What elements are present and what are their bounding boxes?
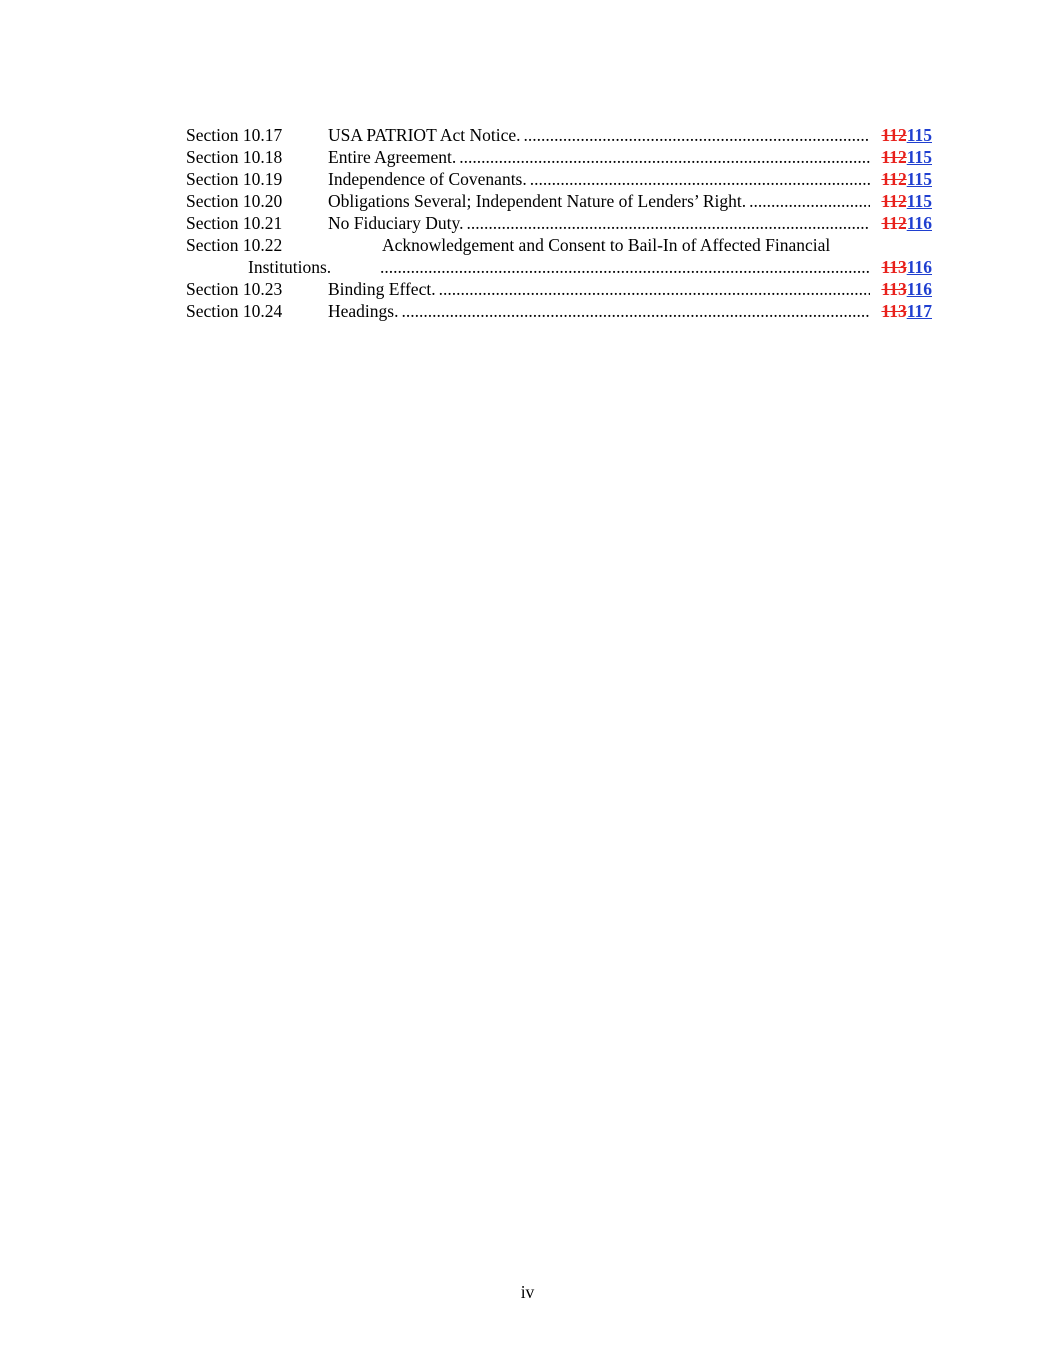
page-reference [881,300,932,322]
toc-entry[interactable] [186,278,932,300]
section-number: Section 10.18 [186,147,283,167]
dot-leader [466,212,870,234]
section-title: Headings. [328,301,399,321]
deleted-page-number: 113 [881,279,907,299]
section-title: Acknowledgement and Consent to Bail-In of Affected Financial [382,235,831,255]
inserted-page-number[interactable]: 115 [906,169,932,189]
section-title-continuation: Institutions. [248,257,332,277]
toc-entry[interactable] [186,212,932,234]
deleted-page-number: 113 [881,301,907,321]
dot-leader [524,124,870,146]
dot-leader [459,146,870,168]
section-number: Section 10.24 [186,301,283,321]
inserted-page-number[interactable]: 115 [906,191,932,211]
page-reference [881,212,932,234]
section-number: Section 10.23 [186,279,283,299]
section-title: Entire Agreement. [328,147,457,167]
section-title: Obligations Several; Independent Nature of Lenders’ Right. [328,191,747,211]
page-reference [881,278,932,300]
page-reference [881,124,932,146]
inserted-page-number[interactable]: 115 [906,125,932,145]
toc-entry[interactable] [186,234,932,256]
page-reference [881,168,932,190]
section-number: Section 10.21 [186,213,283,233]
section-number: Section 10.17 [186,125,283,145]
section-number: Section 10.20 [186,191,283,211]
page-reference [881,146,932,168]
deleted-page-number: 112 [881,169,907,189]
dot-leader [380,256,870,278]
deleted-page-number: 113 [881,257,907,277]
inserted-page-number[interactable]: 117 [906,301,932,321]
deleted-page-number: 112 [881,147,907,167]
dot-leader [530,168,870,190]
dot-leader [401,300,870,322]
deleted-page-number: 112 [881,125,907,145]
section-number: Section 10.22 [186,235,283,255]
toc-entry[interactable] [186,190,932,212]
section-number: Section 10.19 [186,169,283,189]
deleted-page-number: 112 [881,213,907,233]
inserted-page-number[interactable]: 116 [906,213,932,233]
toc-entry[interactable] [186,146,932,168]
dot-leader [749,190,870,212]
section-title: USA PATRIOT Act Notice. [328,125,521,145]
inserted-page-number[interactable]: 116 [906,279,932,299]
page-reference [881,256,932,278]
section-title: No Fiduciary Duty. [328,213,464,233]
section-title: Independence of Covenants. [328,169,527,189]
page-number-footer: iv [520,1282,535,1302]
toc-entry[interactable] [186,300,932,322]
toc-entry-continuation[interactable] [186,256,932,278]
toc-entry[interactable] [186,124,932,146]
deleted-page-number: 112 [881,191,907,211]
inserted-page-number[interactable]: 115 [906,147,932,167]
table-of-contents [186,124,932,322]
toc-entry[interactable] [186,168,932,190]
dot-leader [439,278,870,300]
inserted-page-number[interactable]: 116 [906,257,932,277]
page-reference [881,190,932,212]
section-title: Binding Effect. [328,279,436,299]
